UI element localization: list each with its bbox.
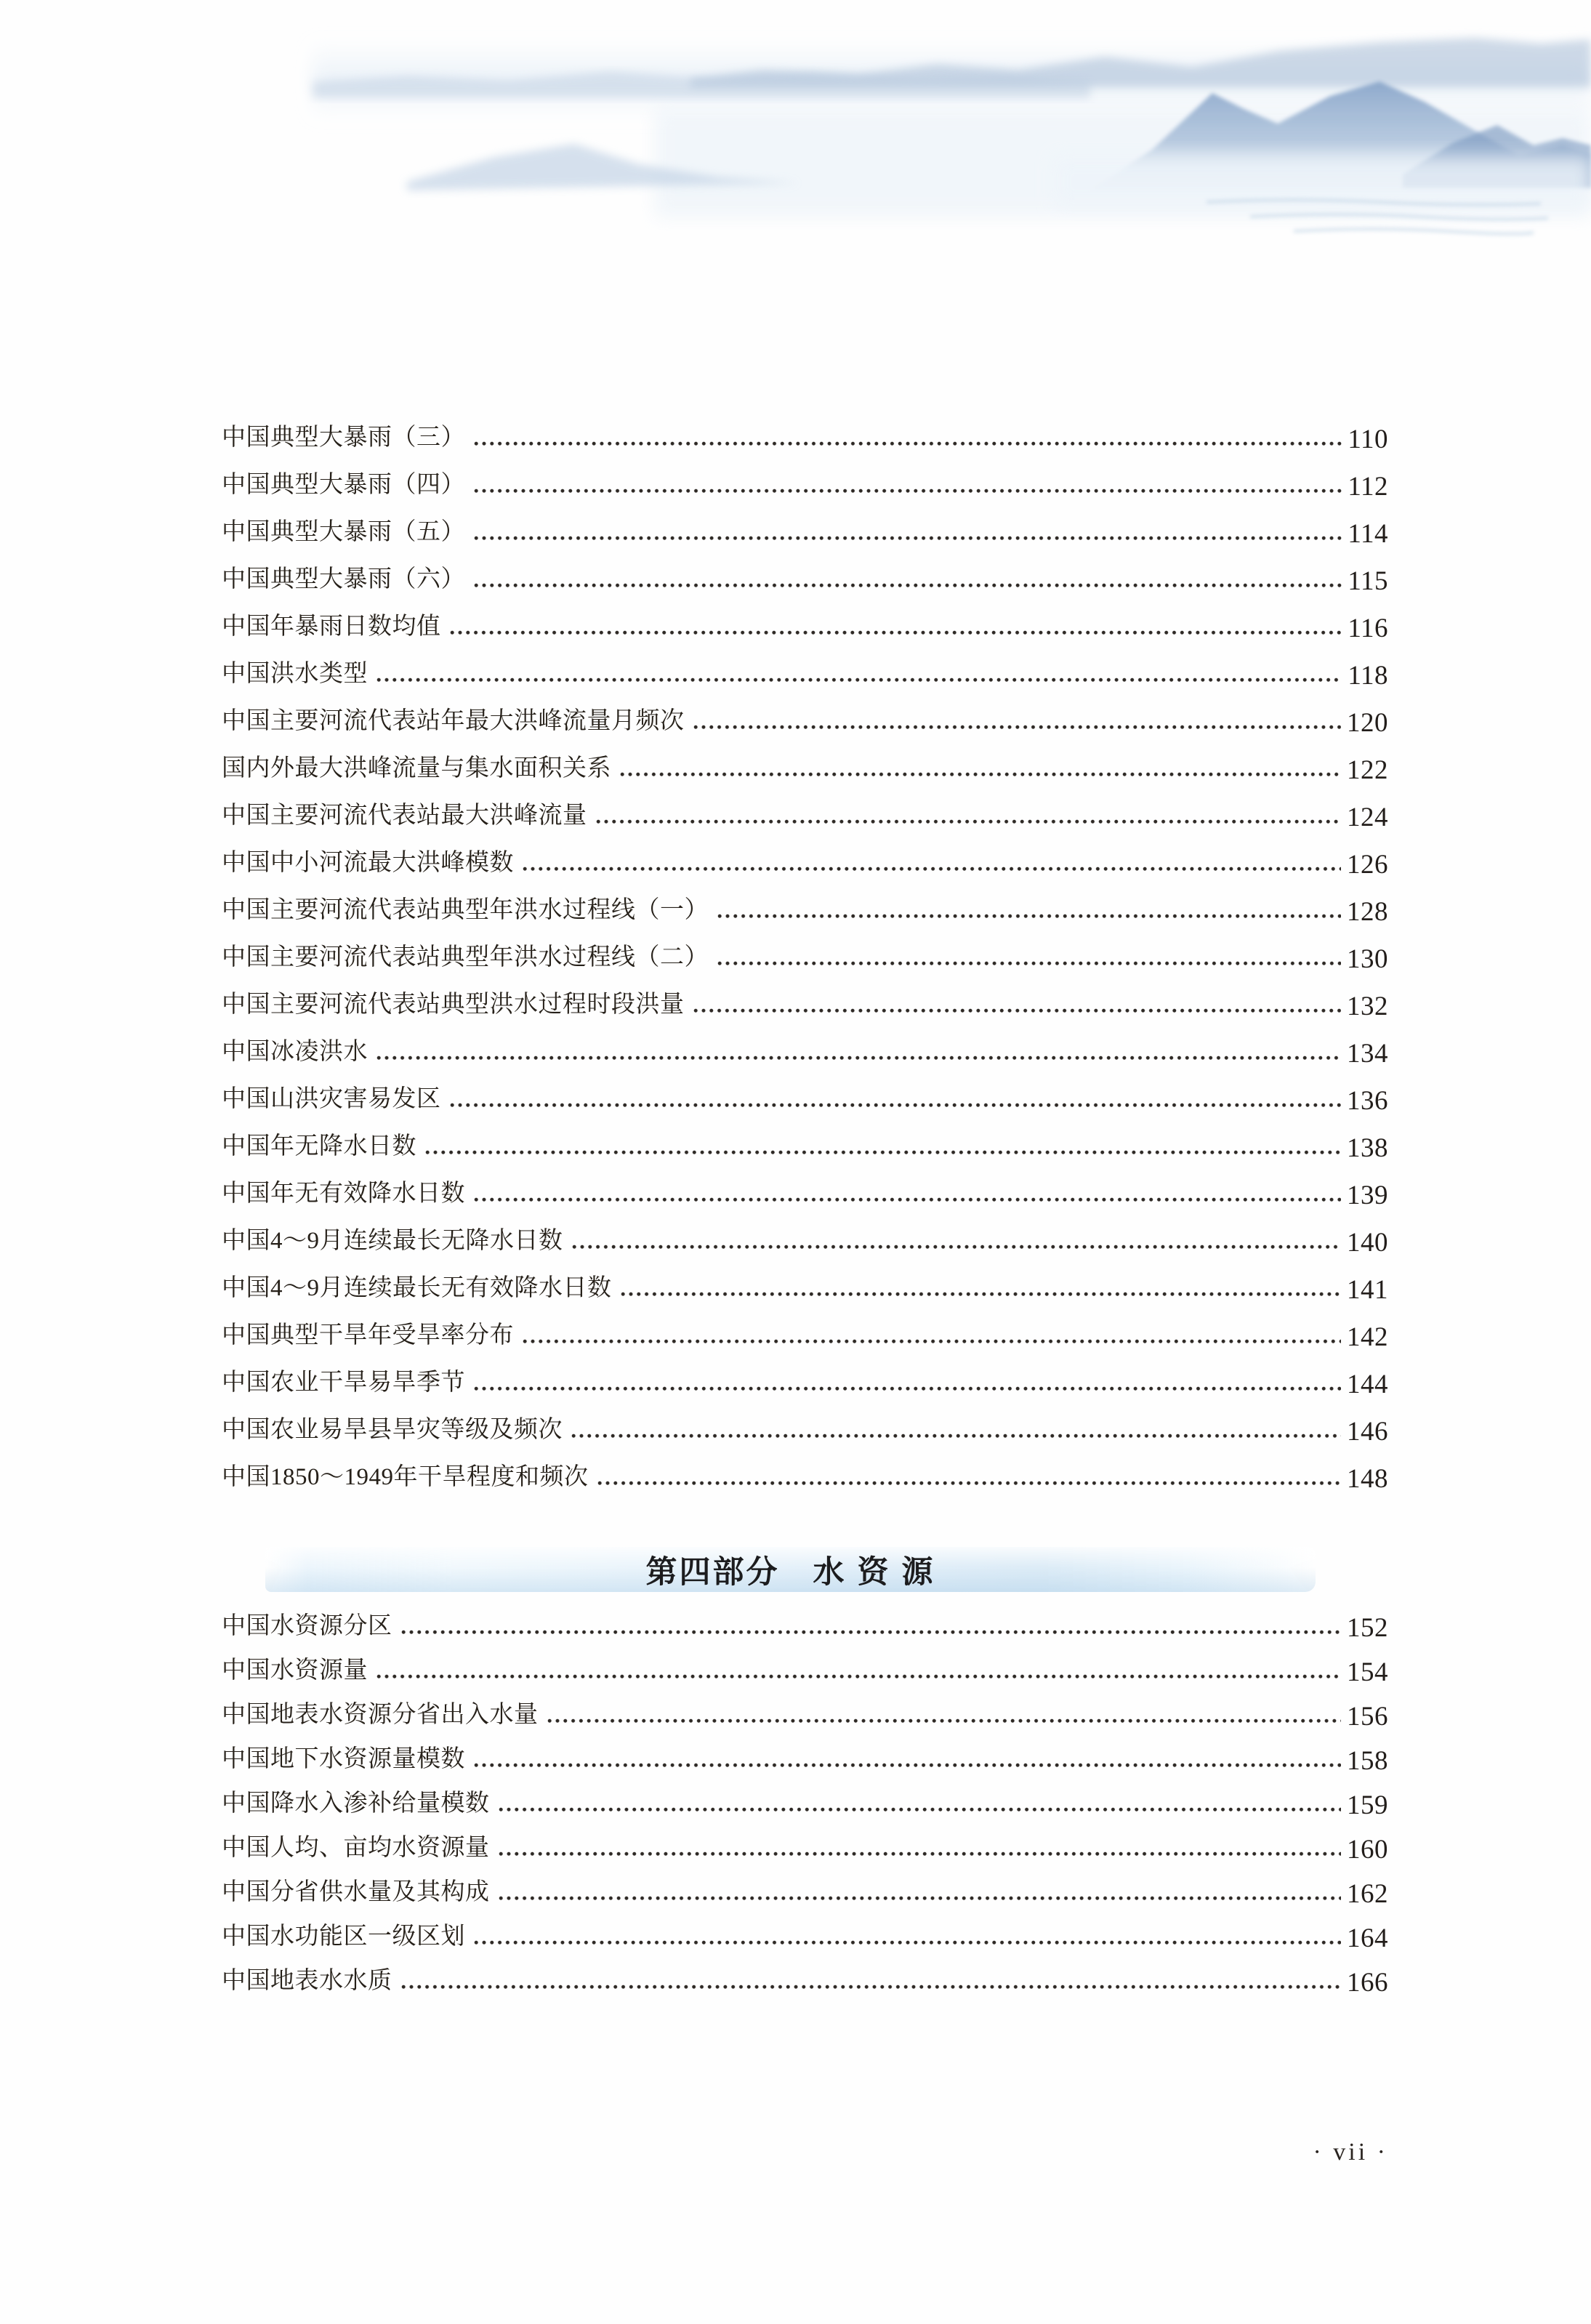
section-heading-band xyxy=(265,1547,1316,1592)
toc-entry-title: 中国地表水资源分省出入水量 xyxy=(222,1702,539,1728)
toc-entry-title: 中国主要河流代表站典型年洪水过程线（二） xyxy=(222,944,709,970)
dot-leader xyxy=(693,1008,1342,1013)
dot-leader xyxy=(401,1630,1342,1635)
toc-entry-page-number: 134 xyxy=(1347,1039,1388,1069)
toc-entry-page-number: 152 xyxy=(1347,1613,1388,1643)
toc-entry-title: 中国4～9月连续最长无有效降水日数 xyxy=(222,1275,612,1301)
dot-leader xyxy=(474,1197,1341,1202)
toc-entry-row xyxy=(222,1915,1388,1959)
toc-entry-title: 中国典型大暴雨（六） xyxy=(222,566,465,592)
toc-entry-page-number: 140 xyxy=(1347,1228,1388,1258)
toc-entry-title: 中国中小河流最大洪峰模数 xyxy=(222,850,514,876)
toc-entry-page-number: 164 xyxy=(1347,1923,1388,1953)
toc-entry-page-number: 128 xyxy=(1347,897,1388,927)
toc-entry-row xyxy=(222,1312,1388,1359)
toc-entry-title: 中国水资源分区 xyxy=(222,1613,392,1639)
dot-leader xyxy=(717,914,1341,919)
dot-leader xyxy=(693,725,1342,730)
toc-entry-title: 中国主要河流代表站典型洪水过程时段洪量 xyxy=(222,992,685,1018)
dot-leader xyxy=(474,1940,1341,1945)
toc-entry-title: 中国农业易旱县旱灾等级及频次 xyxy=(222,1417,563,1443)
toc-entry-row xyxy=(222,1737,1388,1782)
toc-entry-title: 中国主要河流代表站最大洪峰流量 xyxy=(222,803,587,829)
mountain-right-foothills xyxy=(1403,125,1591,188)
dot-leader xyxy=(474,488,1342,494)
toc-entry-page-number: 154 xyxy=(1347,1657,1388,1687)
dot-leader xyxy=(474,536,1342,541)
toc-entry-row xyxy=(222,840,1388,887)
toc-entry-page-number: 141 xyxy=(1347,1275,1388,1305)
dot-leader xyxy=(572,1245,1342,1250)
dot-leader xyxy=(425,1150,1341,1155)
toc-entry-row xyxy=(222,1454,1388,1501)
dot-leader xyxy=(474,583,1342,588)
toc-entry-row xyxy=(222,1029,1388,1076)
toc-entry-row xyxy=(222,1693,1388,1737)
toc-section-part3-entries xyxy=(222,414,1388,1501)
toc-entry-title: 国内外最大洪峰流量与集水面积关系 xyxy=(222,755,611,781)
dot-leader xyxy=(597,1481,1342,1486)
dot-leader xyxy=(401,1985,1342,1990)
toc-entry-page-number: 132 xyxy=(1347,992,1388,1021)
toc-entry-title: 中国主要河流代表站年最大洪峰流量月频次 xyxy=(222,708,685,734)
distant-ridge-2 xyxy=(313,71,1090,98)
toc-entry-title: 中国典型大暴雨（五） xyxy=(222,519,465,545)
table-of-contents xyxy=(222,414,1388,2003)
toc-entry-title: 中国洪水类型 xyxy=(222,661,368,687)
toc-entry-row xyxy=(222,981,1388,1029)
toc-entry-page-number: 114 xyxy=(1348,519,1388,549)
footer-page-number: · vii · xyxy=(1313,2139,1388,2166)
toc-entry-page-number: 156 xyxy=(1347,1702,1388,1732)
toc-entry-page-number: 138 xyxy=(1347,1133,1388,1163)
toc-entry-row xyxy=(222,414,1388,462)
section-heading-part4: 第四部分 水 资 源 xyxy=(645,1554,935,1590)
toc-entry-page-number: 162 xyxy=(1347,1879,1388,1909)
toc-entry-title: 中国地下水资源量模数 xyxy=(222,1746,465,1772)
dot-leader xyxy=(571,1434,1341,1439)
toc-entry-page-number: 110 xyxy=(1348,425,1388,454)
toc-entry-row xyxy=(222,509,1388,556)
toc-entry-title: 中国典型大暴雨（四） xyxy=(222,472,465,498)
toc-entry-row xyxy=(222,745,1388,792)
toc-entry-title: 中国1850～1949年干旱程度和频次 xyxy=(222,1464,589,1490)
dot-leader xyxy=(717,961,1341,966)
toc-entry-title: 中国水资源量 xyxy=(222,1657,368,1684)
toc-entry-title: 中国农业干旱易旱季节 xyxy=(222,1370,465,1396)
toc-entry-page-number: 120 xyxy=(1347,708,1388,738)
toc-entry-row xyxy=(222,1826,1388,1870)
toc-entry-row xyxy=(222,1604,1388,1649)
header-art-ink-wash-mountains xyxy=(0,0,1591,251)
dot-leader xyxy=(499,1807,1342,1812)
toc-entry-page-number: 160 xyxy=(1347,1835,1388,1865)
dot-leader xyxy=(474,1763,1341,1768)
dot-leader xyxy=(523,867,1341,872)
dot-leader xyxy=(474,1386,1341,1391)
dot-leader xyxy=(474,441,1342,446)
toc-entry-title: 中国主要河流代表站典型年洪水过程线（一） xyxy=(222,897,709,923)
toc-entry-title: 中国典型干旱年受旱率分布 xyxy=(222,1322,514,1348)
dot-leader xyxy=(621,1292,1342,1297)
toc-entry-row xyxy=(222,1407,1388,1454)
dot-leader xyxy=(376,678,1342,683)
dot-leader xyxy=(547,1718,1342,1724)
toc-entry-row xyxy=(222,1870,1388,1915)
toc-entry-page-number: 146 xyxy=(1347,1417,1388,1447)
toc-entry-title: 中国地表水水质 xyxy=(222,1968,392,1994)
toc-entry-page-number: 115 xyxy=(1348,566,1388,596)
haze-band xyxy=(313,40,1591,120)
toc-entry-row xyxy=(222,556,1388,603)
toc-section-part4-entries xyxy=(222,1604,1388,2003)
dot-leader xyxy=(450,1103,1342,1108)
toc-entry-page-number: 142 xyxy=(1347,1322,1388,1352)
dot-leader xyxy=(376,1056,1341,1061)
haze-band-low xyxy=(654,109,1591,218)
toc-entry-row xyxy=(222,1123,1388,1170)
dot-leader xyxy=(523,1339,1341,1344)
toc-entry-title: 中国山洪灾害易发区 xyxy=(222,1086,441,1112)
toc-entry-title: 中国4～9月连续最长无降水日数 xyxy=(222,1228,563,1254)
dot-leader xyxy=(376,1674,1341,1679)
toc-entry-title: 中国年无有效降水日数 xyxy=(222,1181,465,1207)
water-ripples xyxy=(1207,200,1548,234)
toc-entry-page-number: 144 xyxy=(1347,1370,1388,1399)
distant-ridge xyxy=(690,38,1591,87)
toc-entry-page-number: 139 xyxy=(1347,1181,1388,1210)
dot-leader xyxy=(499,1896,1342,1901)
toc-entry-page-number: 159 xyxy=(1347,1790,1388,1820)
toc-entry-row xyxy=(222,1170,1388,1218)
toc-entry-title: 中国人均、亩均水资源量 xyxy=(222,1835,490,1861)
toc-entry-row xyxy=(222,603,1388,651)
toc-entry-row xyxy=(222,1359,1388,1407)
dot-leader xyxy=(620,772,1341,777)
toc-entry-title: 中国冰凌洪水 xyxy=(222,1039,368,1065)
toc-entry-row xyxy=(222,698,1388,745)
mountain-main xyxy=(1090,81,1591,190)
dot-leader xyxy=(450,630,1342,635)
toc-entry-row xyxy=(222,651,1388,698)
toc-entry-page-number: 148 xyxy=(1347,1464,1388,1494)
toc-entry-page-number: 136 xyxy=(1347,1086,1388,1116)
toc-entry-title: 中国水功能区一级区划 xyxy=(222,1923,465,1950)
toc-entry-row xyxy=(222,887,1388,934)
toc-entry-row xyxy=(222,1076,1388,1123)
toc-entry-row xyxy=(222,934,1388,981)
toc-entry-page-number: 158 xyxy=(1347,1746,1388,1776)
toc-entry-row xyxy=(222,1218,1388,1265)
toc-entry-page-number: 112 xyxy=(1348,472,1388,502)
mountains-water-illustration xyxy=(0,0,1591,251)
toc-entry-title: 中国年暴雨日数均值 xyxy=(222,614,441,640)
toc-entry-page-number: 118 xyxy=(1348,661,1388,691)
toc-entry-page-number: 130 xyxy=(1347,944,1388,974)
toc-entry-row xyxy=(222,462,1388,509)
toc-entry-title: 中国降水入渗补给量模数 xyxy=(222,1790,490,1817)
toc-entry-row xyxy=(222,1782,1388,1826)
toc-entry-row xyxy=(222,792,1388,840)
toc-entry-title: 中国分省供水量及其构成 xyxy=(222,1879,490,1905)
toc-entry-page-number: 124 xyxy=(1347,803,1388,832)
toc-entry-page-number: 166 xyxy=(1347,1968,1388,1998)
toc-entry-row xyxy=(222,1959,1388,2003)
toc-entry-page-number: 116 xyxy=(1348,614,1388,643)
base-mist xyxy=(1054,156,1591,207)
toc-entry-title: 中国典型大暴雨（三） xyxy=(222,425,465,451)
toc-entry-row xyxy=(222,1649,1388,1693)
dot-leader xyxy=(499,1851,1342,1857)
toc-entry-title: 中国年无降水日数 xyxy=(222,1133,416,1159)
toc-entry-row xyxy=(222,1265,1388,1312)
toc-entry-page-number: 122 xyxy=(1347,755,1388,785)
mountain-left-foothill xyxy=(407,144,799,190)
toc-entry-page-number: 126 xyxy=(1347,850,1388,880)
dot-leader xyxy=(596,819,1342,824)
